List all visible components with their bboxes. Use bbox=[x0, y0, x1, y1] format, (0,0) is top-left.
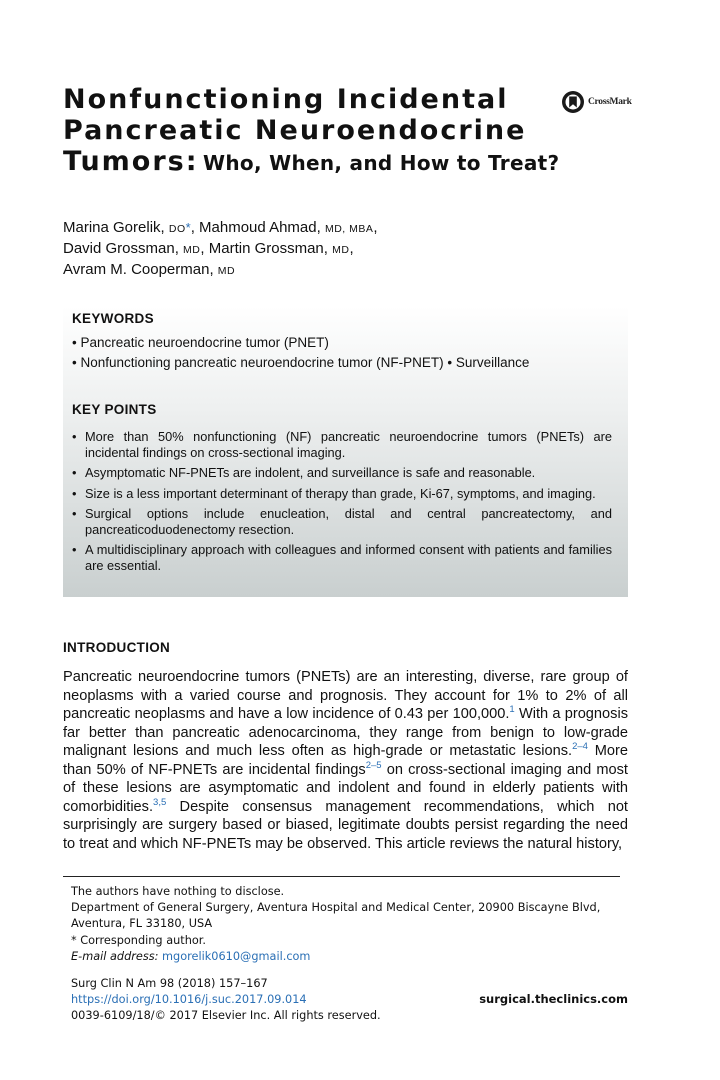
author-degree: MD bbox=[332, 244, 350, 256]
journal-citation: Surg Clin N Am 98 (2018) 157–167 bbox=[71, 977, 268, 990]
corresponding-star[interactable]: * bbox=[185, 220, 191, 235]
doi-link[interactable]: https://doi.org/10.1016/j.suc.2017.09.014 bbox=[71, 993, 307, 1007]
intro-text: Pancreatic neuroendocrine tumors (PNETs) are an interesting, diverse, rare group of neoplasms with a varied course and prognosis. They account for 1% to 2% of all pancreatic neoplasms and have a low incidence of 0.43 per 100,000. bbox=[63, 669, 628, 722]
author-line-2 bbox=[63, 239, 378, 260]
keyword-line: • Nonfunctioning pancreatic neuroendocrine tumor (NF-PNET) • Surveillance bbox=[72, 355, 530, 370]
author-name: Marina Gorelik, bbox=[63, 219, 165, 236]
email-note bbox=[71, 949, 621, 965]
author-separator: , bbox=[373, 219, 378, 236]
key-point-item: • A multidisciplinary approach with colleagues and informed consent with patients and families are essential. bbox=[72, 542, 612, 573]
author-name: David Grossman, bbox=[63, 240, 179, 257]
key-points-list bbox=[72, 429, 612, 578]
keywords-keypoints-box bbox=[63, 306, 628, 597]
footnote-divider bbox=[63, 876, 620, 877]
author-degree: MD bbox=[217, 265, 236, 277]
key-points-heading: KEY POINTS bbox=[72, 402, 157, 417]
author-degree: DO bbox=[168, 223, 186, 235]
author-name: Mahmoud Ahmad, bbox=[199, 219, 321, 236]
title-line-2: Pancreatic Neuroendocrine bbox=[63, 115, 527, 146]
corresponding-note: * Corresponding author. bbox=[71, 933, 206, 947]
crossmark-label: CrossMark bbox=[588, 97, 632, 107]
journal-footer bbox=[71, 976, 381, 1025]
author-degree: MD, MBA bbox=[324, 223, 374, 235]
key-point-item: • Asymptomatic NF-PNETs are indolent, and surveillance is safe and reasonable. bbox=[72, 465, 612, 481]
title-subtitle: Who, When, and How to Treat? bbox=[203, 151, 560, 175]
citation-link[interactable]: 2–5 bbox=[365, 759, 382, 771]
email-label: E-mail address: bbox=[71, 949, 159, 963]
keywords-list bbox=[72, 333, 529, 373]
citation-link[interactable]: 3,5 bbox=[153, 796, 167, 808]
citation-link[interactable]: 2–4 bbox=[572, 741, 588, 753]
key-point-item: • Surgical options include enucleation, distal and central pancreatectomy, and pancreaticoduodenectomy resection. bbox=[72, 506, 612, 537]
copyright-line: 0039-6109/18/© 2017 Elsevier Inc. All rights reserved. bbox=[71, 1009, 381, 1023]
author-name: Martin Grossman, bbox=[208, 240, 328, 257]
key-point-item: • More than 50% nonfunctioning (NF) pancreatic neuroendocrine tumors (PNETs) are incidental findings on cross-sectional imaging. bbox=[72, 429, 612, 460]
key-point-item: • Size is a less important determinant of therapy than grade, Ki-67, symptoms, and imaging. bbox=[72, 486, 612, 502]
introduction-paragraph bbox=[63, 668, 628, 853]
article-title bbox=[63, 84, 563, 177]
intro-text: on cross-sectional imaging and most of these lesions are asymptomatic and indolent and found in elderly patients with comorbidities. bbox=[63, 761, 628, 815]
author-list bbox=[63, 218, 378, 281]
intro-text: With a prognosis far better than pancreatic adenocarcinoma, they range from benign to low-grade malignant lesions and much less often as high-grade or metastatic lesions. bbox=[63, 706, 628, 759]
author-separator: , bbox=[190, 219, 195, 236]
author-degree: MD bbox=[183, 244, 201, 256]
disclosure-note: The authors have nothing to disclose. bbox=[71, 885, 285, 898]
citation-link[interactable]: 1 bbox=[509, 704, 515, 716]
email-link[interactable]: mgorelik0610@gmail.com bbox=[162, 949, 311, 963]
intro-text: More than 50% of NF-PNETs are incidental findings bbox=[63, 743, 628, 778]
journal-site-link[interactable]: surgical.theclinics.com bbox=[479, 992, 628, 1006]
crossmark-icon bbox=[561, 90, 585, 114]
introduction-heading: INTRODUCTION bbox=[63, 640, 171, 655]
title-line-3-main: Tumors: bbox=[63, 146, 199, 177]
crossmark-badge[interactable] bbox=[561, 90, 632, 114]
author-line-1 bbox=[63, 218, 378, 239]
keywords-heading: KEYWORDS bbox=[72, 311, 154, 326]
author-separator: , bbox=[349, 240, 354, 257]
author-line-3 bbox=[63, 260, 378, 281]
title-line-3 bbox=[63, 146, 563, 177]
affiliation-note: Department of General Surgery, Aventura Hospital and Medical Center, 20900 Biscayne Blvd, Aventura, FL 33180, USA bbox=[71, 901, 601, 931]
keyword-line: • Pancreatic neuroendocrine tumor (PNET) bbox=[72, 335, 329, 350]
author-separator: , bbox=[200, 240, 205, 257]
intro-text: Despite consensus management recommendations, which not surprisingly are surgery based or biased, legitimate doubts persist regarding the need to treat and which NF-PNETs may be observed. This article reviews the natural history, bbox=[63, 798, 628, 852]
author-name: Avram M. Cooperman, bbox=[63, 261, 214, 278]
footnotes bbox=[71, 884, 621, 965]
title-line-1: Nonfunctioning Incidental bbox=[63, 84, 509, 115]
